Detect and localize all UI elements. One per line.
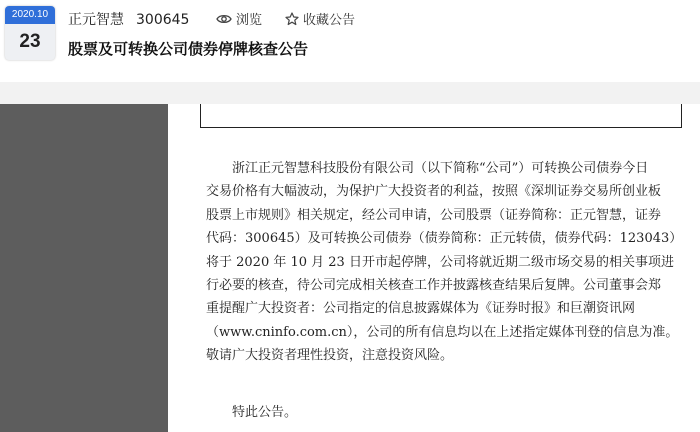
- favorite-button[interactable]: [285, 9, 355, 28]
- body-line: 股票上市规则》相关规定，经公司申请，公司股票（证券简称：正元智慧，证券: [206, 207, 662, 223]
- document-frame-border: [200, 104, 682, 128]
- view-button[interactable]: [216, 9, 262, 28]
- left-panel: [0, 104, 168, 432]
- company-name[interactable]: 正元智慧: [68, 12, 124, 28]
- body-line: 将于 2020 年 10 月 23 日开市起停牌，公司将就近期二级市场交易的相关事项进: [206, 254, 674, 270]
- stock-code[interactable]: 300645: [136, 12, 190, 28]
- body-line: 浙江正元智慧科技股份有限公司（以下简称“公司”）可转换公司债券今日: [232, 161, 649, 176]
- body-line: 重提醒广大投资者：公司指定的信息披露媒体为《证券时报》和巨潮资讯网: [206, 301, 636, 317]
- closing-text: 特此公告。: [232, 405, 298, 420]
- star-icon: [285, 12, 299, 26]
- announcement-header: [0, 0, 700, 82]
- favorite-label: 收藏公告: [303, 13, 356, 28]
- body-line: 代码：300645）及可转换公司债券（债券简称：正元转债，债券代码：123043）: [206, 231, 683, 247]
- date-badge: [5, 6, 55, 60]
- body-line: 行必要的核查，待公司完成相关核查工作并披露核查结果后复牌。公司董事会郑: [206, 277, 662, 293]
- document-viewer[interactable]: [168, 104, 700, 432]
- page-title: 股票及可转换公司债券停牌核查公告: [68, 40, 309, 58]
- separator-band: [0, 82, 700, 104]
- eye-icon: [216, 13, 232, 25]
- announcement-body: [206, 157, 700, 368]
- date-day: 23: [19, 31, 41, 52]
- body-line: 敬请广大投资者理性投资，注意投资风险。: [206, 348, 454, 364]
- date-year-month: 2020.10: [5, 6, 55, 24]
- company-info: [68, 9, 189, 29]
- view-label: 浏览: [236, 13, 263, 28]
- body-line: 交易价格有大幅波动，为保护广大投资者的利益，按照《深圳证券交易所创业板: [206, 184, 662, 200]
- body-line: （www.cninfo.com.cn），公司的所有信息均以在上述指定媒体刊登的信息为准。: [206, 324, 679, 340]
